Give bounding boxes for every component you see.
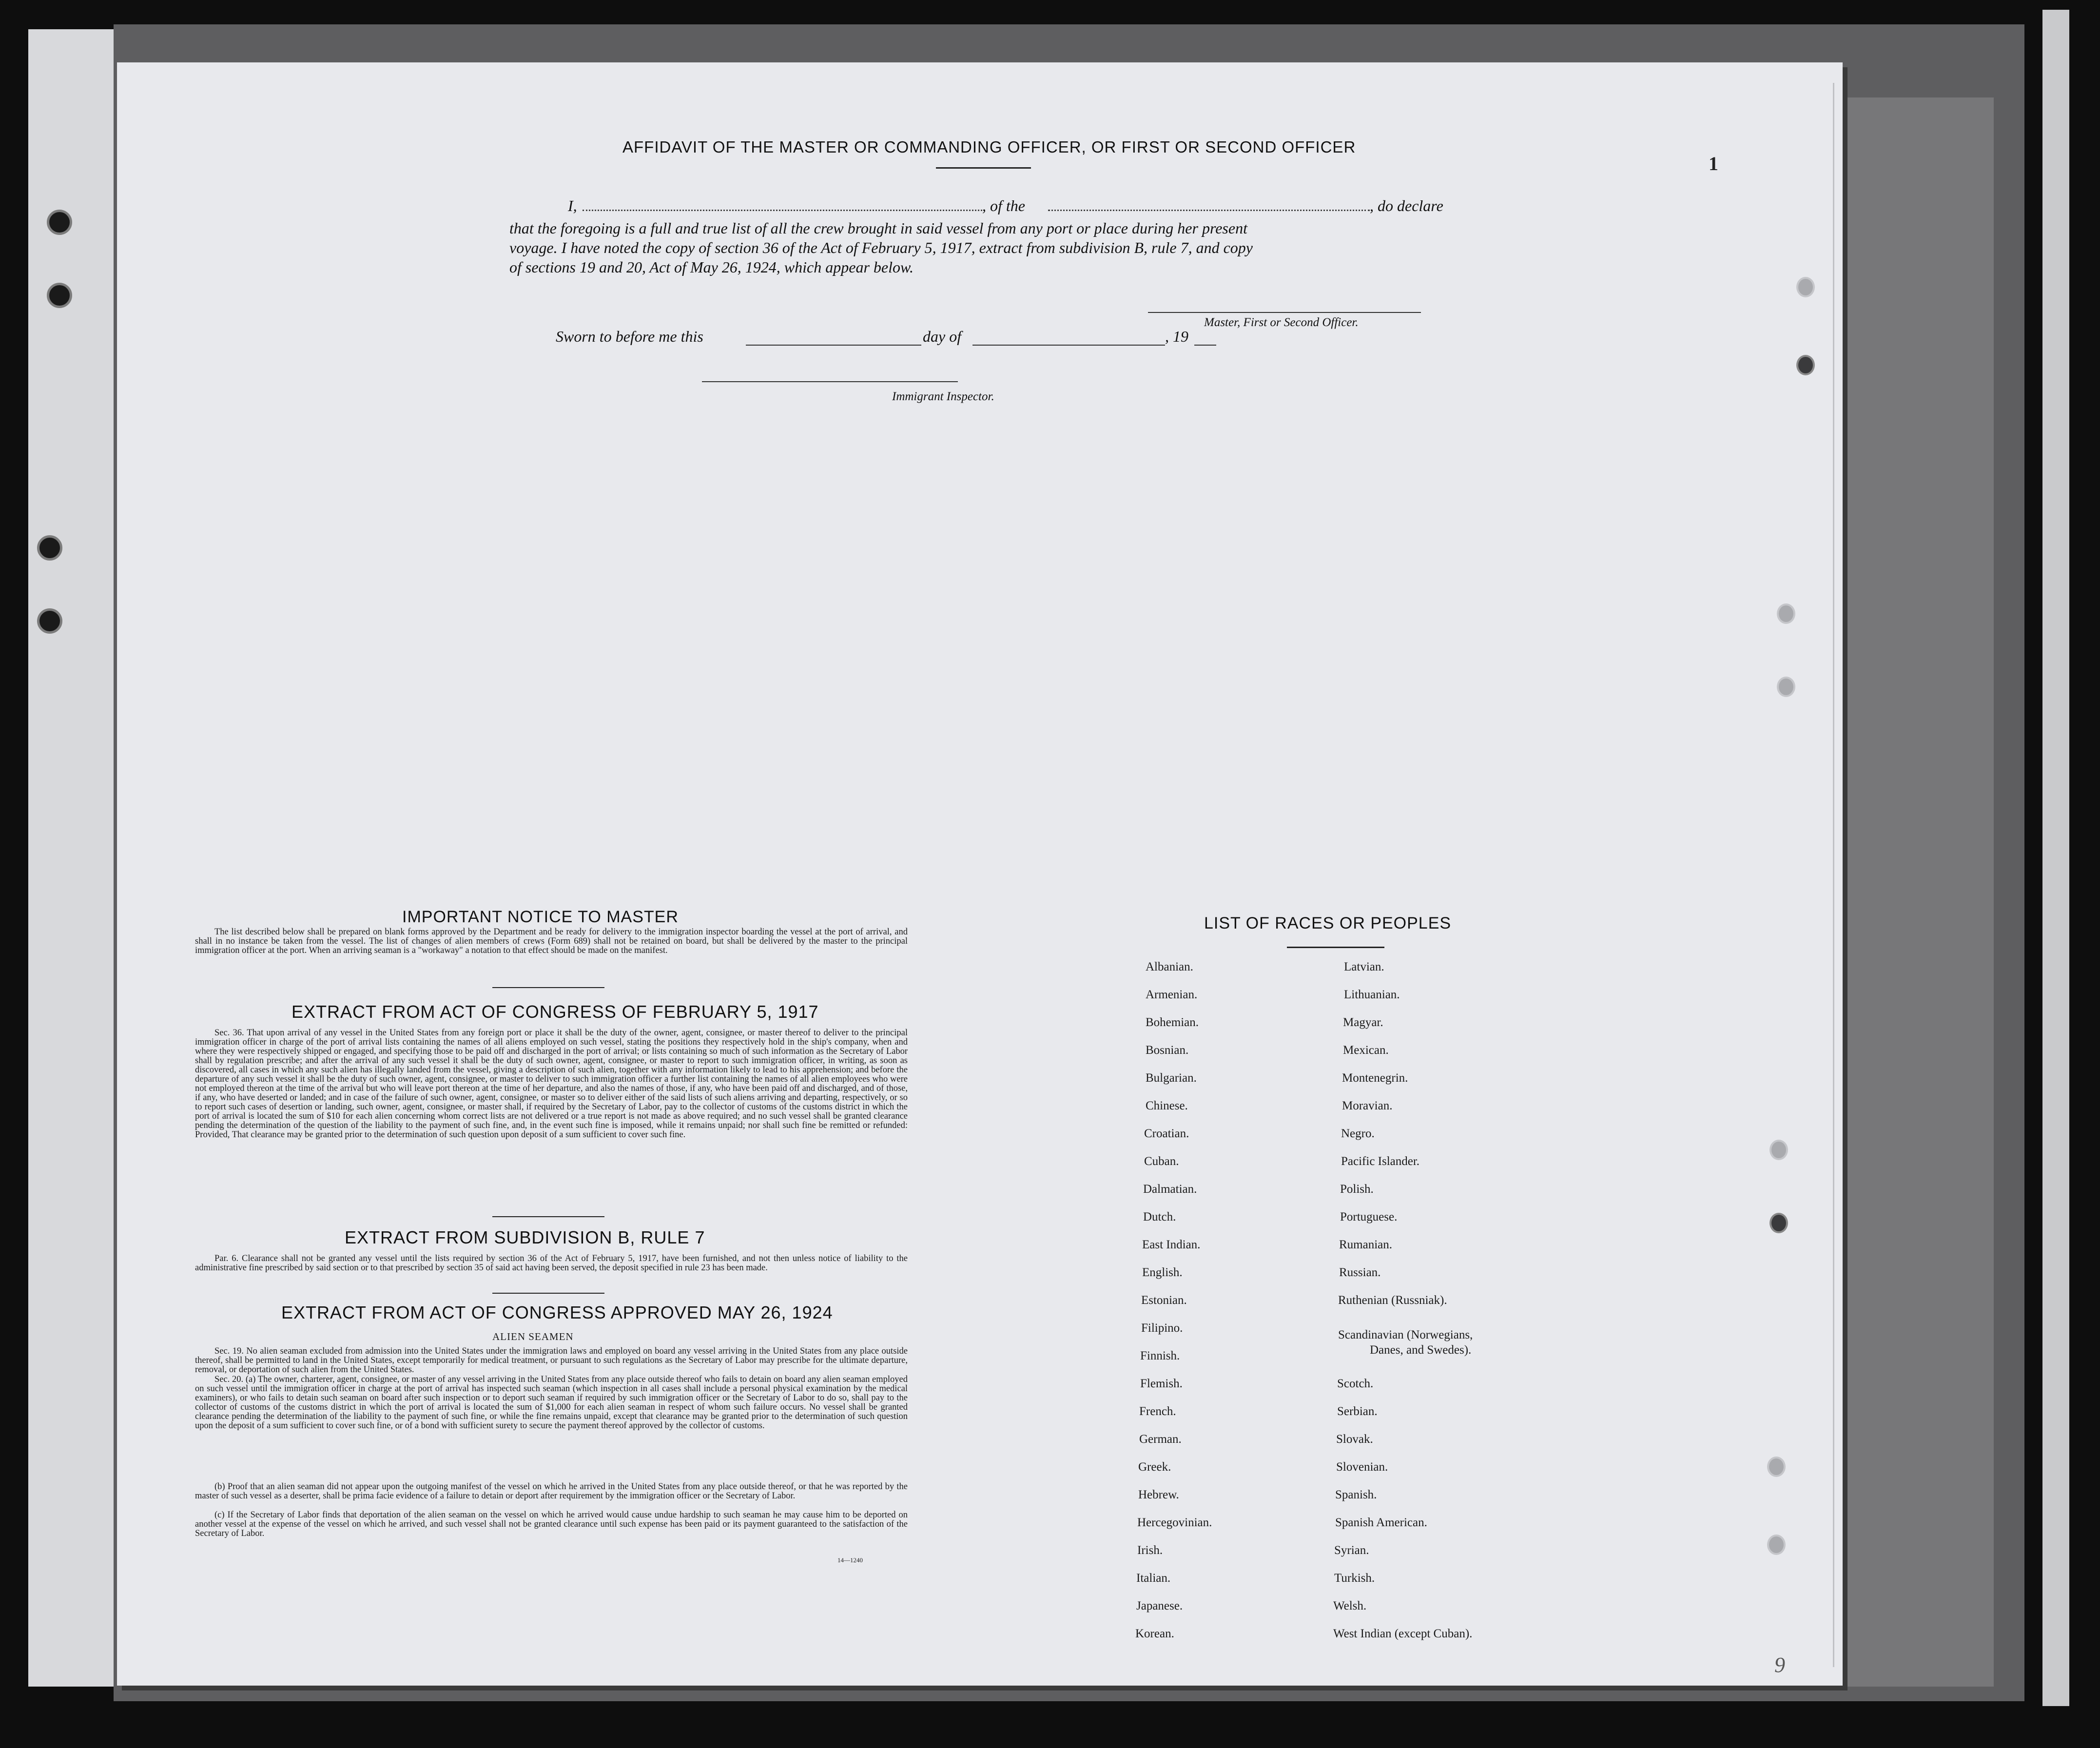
race-item: Slovak. <box>1336 1433 1373 1446</box>
sheet-edge <box>1833 83 1834 1667</box>
sec20c-body: (c) If the Secretary of Labor finds that deportation of the alien seaman on the vessel on which he arrived would cause undue hardship to such seaman he may cause him to be deported on another vessel at the expense of the vessel on which he arrived, and such vessel shall not be granted clearance until such expense has been paid or its payment guaranteed to the satisfaction of the Secretary of Labor. <box>195 1510 908 1538</box>
binder-strip <box>28 29 115 1687</box>
race-item: Pacific Islander. <box>1341 1155 1420 1168</box>
alien-seamen-subtitle: ALIEN SEAMEN <box>492 1331 574 1342</box>
sworn-day-of: day of <box>923 328 962 345</box>
race-item: German. <box>1139 1433 1182 1446</box>
punch-hole <box>37 608 62 634</box>
race-item: Mexican. <box>1343 1044 1389 1057</box>
race-item: Armenian. <box>1146 988 1198 1001</box>
race-item: Chinese. <box>1146 1099 1188 1112</box>
extract-1917-title: EXTRACT FROM ACT OF CONGRESS OF FEBRUARY 5, 1917 <box>292 1002 819 1022</box>
race-item: Korean. <box>1135 1627 1174 1640</box>
race-item: Greek. <box>1138 1460 1171 1474</box>
race-item: Flemish. <box>1140 1377 1183 1390</box>
form-number: 14—1240 <box>837 1556 863 1564</box>
sworn-year-blank <box>1194 345 1216 346</box>
binder-ring <box>1769 1213 1788 1233</box>
sec20a-body: Sec. 20. (a) The owner, charterer, agent, consignee, or master of any vessel arriving in the United States from any place outside thereof who fails to detain on board any alien seaman employed on such vessel until the immigration officer in charge at the port of arrival has inspected such seaman (which inspection in all cases shall include a personal physical examination by the medical examiners), or who fails to detain such seaman on board after such inspection or to deport such seaman if required by such immigration officer or the Secretary of Labor to do so, shall pay to the collector of customs of the customs district in which the port of arrival is located the sum of $1,000 for each alien seaman in respect of whom such failure occurs. No vessel shall be granted clearance pending the determination of the liability to the payment of such fine, or while the fine remains unpaid, except that clearance may be granted prior to the determination of such question upon the deposit of a sum sufficient to cover such fine, or of a bond with sufficient surety to secure the payment thereof approved by the collector of customs. <box>195 1375 908 1431</box>
punch-hole <box>37 535 62 561</box>
punch-hole <box>47 210 72 235</box>
affidavit-title: AFFIDAVIT OF THE MASTER OR COMMANDING OFFICER, OR FIRST OR SECOND OFFICER <box>622 138 1356 156</box>
underlying-page-edge <box>1833 97 1994 1687</box>
sworn-year-prefix: , 19 <box>1165 328 1188 345</box>
race-item: Hercegovinian. <box>1137 1516 1212 1529</box>
inspector-signature-line <box>702 381 958 382</box>
race-item: Dutch. <box>1143 1210 1176 1224</box>
race-item: Italian. <box>1136 1572 1171 1585</box>
race-item: Finnish. <box>1140 1349 1180 1362</box>
handwritten-mark: 9 <box>1774 1653 1785 1677</box>
affidavit-i: I, <box>568 197 577 214</box>
notice-title: IMPORTANT NOTICE TO MASTER <box>402 908 679 926</box>
binder-ring <box>1796 277 1815 297</box>
race-item: Turkish. <box>1334 1572 1375 1585</box>
page-number: 1 <box>1709 153 1718 175</box>
race-item: Magyar. <box>1343 1016 1383 1029</box>
race-item: Scandinavian (Norwegians, <box>1338 1328 1473 1341</box>
binder-ring <box>1769 1140 1788 1160</box>
races-title-rule <box>1287 947 1384 948</box>
affidavit-line-4: of sections 19 and 20, Act of May 26, 1924, which appear below. <box>509 258 914 276</box>
race-item: Cuban. <box>1144 1155 1179 1168</box>
races-title: LIST OF RACES OR PEOPLES <box>1204 914 1452 932</box>
rule7-body: Par. 6. Clearance shall not be granted any vessel until the lists required by section 36 of the Act of February 5, 1917, have been furnished, and not then unless notice of liability to the administrative fine prescribed by said section or to that prescribed by section 35 of said act having been served, the deposit specified in rule 23 has been made. <box>195 1254 908 1273</box>
race-item: Filipino. <box>1141 1321 1183 1335</box>
race-item: Latvian. <box>1344 960 1384 973</box>
race-item: Irish. <box>1137 1544 1163 1557</box>
race-item: Estonian. <box>1141 1294 1187 1307</box>
binder-ring <box>1796 355 1815 375</box>
sec19-body: Sec. 19. No alien seaman excluded from admission into the United States under the immigration laws and employed on board any vessel arriving in the United States from any place outside thereof, shall be permitted to land in the United States, except temporarily for medical treatment, or pursuant to such regulations as the Secretary of Labor may prescribe for the ultimate departure, removal, or deportation of such alien from the United States. <box>195 1346 908 1375</box>
race-item: Portuguese. <box>1340 1210 1398 1224</box>
race-item: Welsh. <box>1333 1599 1367 1612</box>
race-item: West Indian (except Cuban). <box>1333 1627 1473 1640</box>
section-rule <box>492 1216 604 1217</box>
race-item: Moravian. <box>1342 1099 1393 1112</box>
affidavit-of-the: , of the <box>982 197 1025 214</box>
master-signature-label: Master, First or Second Officer. <box>1204 316 1359 329</box>
race-item: Russian. <box>1339 1266 1381 1279</box>
race-item: Negro. <box>1341 1127 1375 1140</box>
binder-ring <box>1777 677 1795 697</box>
name-blank <box>583 210 982 211</box>
inspector-label: Immigrant Inspector. <box>892 390 994 403</box>
sworn-month-blank <box>972 345 1165 346</box>
affidavit-line-2: that the foregoing is a full and true list of all the crew brought in said vessel from any port or place during her present <box>509 219 1247 237</box>
race-item: Scotch. <box>1337 1377 1374 1390</box>
binder-ring <box>1777 603 1795 624</box>
race-item: Bulgarian. <box>1146 1071 1197 1085</box>
race-item: Polish. <box>1340 1183 1374 1196</box>
affidavit-line-3: voyage. I have noted the copy of section 36 of the Act of February 5, 1917, extract from subdivision B, rule 7, and copy <box>509 239 1253 256</box>
punch-hole <box>47 283 72 308</box>
race-item: East Indian. <box>1142 1238 1201 1251</box>
race-item: Japanese. <box>1136 1599 1183 1612</box>
race-item: French. <box>1139 1405 1176 1418</box>
rule7-title: EXTRACT FROM SUBDIVISION B, RULE 7 <box>345 1227 705 1247</box>
race-item: Albanian. <box>1146 960 1193 973</box>
notice-body: The list described below shall be prepared on blank forms approved by the Department and be ready for delivery to the immigration inspector boarding the vessel at the port of arrival, and shall in no instance be taken from the vessel. The list of changes of alien members of crews (Form 689) shall not be retained on board, but shall be delivered by the master to the principal immigration officer at the port. When an arriving seaman is a "workaway" a notation to that effect should be made on the manifest. <box>195 927 908 955</box>
affidavit-declare: , do declare <box>1370 197 1443 214</box>
sworn-prefix: Sworn to before me this <box>556 328 703 345</box>
race-item: Slovenian. <box>1336 1460 1388 1474</box>
section-rule <box>492 987 604 988</box>
race-item: Ruthenian (Russniak). <box>1338 1294 1447 1307</box>
race-item: Lithuanian. <box>1344 988 1400 1001</box>
race-item: Spanish. <box>1335 1488 1377 1501</box>
race-item: Bohemian. <box>1146 1016 1199 1029</box>
right-binding-strip <box>2042 10 2069 1706</box>
race-item: Dalmatian. <box>1143 1183 1197 1196</box>
binder-ring <box>1767 1534 1786 1555</box>
master-signature-line <box>1148 312 1421 313</box>
title-rule <box>936 167 1031 169</box>
race-item: Rumanian. <box>1339 1238 1393 1251</box>
race-item: Spanish American. <box>1335 1516 1427 1529</box>
race-item: Croatian. <box>1144 1127 1189 1140</box>
extract-1917-body: Sec. 36. That upon arrival of any vessel in the United States from any foreign port or place it shall be the duty of the owner, agent, consignee, or master thereof to deliver to the principal immigration officer in charge of the port of arrival lists containing the names of all aliens employed on such vessel, stating the positions they respectively hold in the ship's company, when and where they were respectively shipped or engaged, and specifying those to be paid off and discharged in the port of arrival; or lists containing so much of such information as the Secretary of Labor shall by regulation prescribe; and after the arrival of any such vessel it shall be the duty of such owner, agent, consignee, or master to report to such immigration officer, in writing, as soon as discovered, all cases in which any such alien has illegally landed from the vessel, giving a description of such alien, together with any information likely to lead to his apprehension; and before the departure of any such vessel it shall be the duty of such owner, agent, consignee, or master to deliver to such immigration officer a further list containing the names of all alien employees who were not employed thereon at the time of the arrival but who will leave port thereon at the time of her departure, and also the names of those, if any, who have been paid off and discharged, and of those, if any, who have deserted or landed; and in case of the failure of such owner, agent, consignee, or master so to deliver either of the said lists of such aliens arriving and departing, respectively, or so to report such cases of desertion or landing, such owner, agent, consignee, or master shall, if required by the Secretary of Labor, pay to the collector of customs of the customs district in which the port of arrival is located the sum of $10 for each alien concerning whom correct lists are not delivered or a true report is not made as above required; and no such vessel shall be granted clearance pending the determination of the question of the liability to the payment of such fine, and, in the event such fine is imposed, while it remains unpaid; nor shall such fine be remitted or refunded: Provided, That clearance may be granted prior to the determination of such question upon deposit of a sum sufficient to cover such fine. <box>195 1028 908 1140</box>
sec20b-body: (b) Proof that an alien seaman did not appear upon the outgoing manifest of the vessel on which he arrived in the United States from any place outside thereof, or that he was reported by the master of such vessel as a deserter, shall be prima facie evidence of a failure to detain or deport after requirement by the immigration officer or the Secretary of Labor. <box>195 1482 908 1501</box>
race-item: Serbian. <box>1337 1405 1378 1418</box>
race-item: Danes, and Swedes). <box>1370 1343 1472 1357</box>
sworn-day-blank <box>746 345 921 346</box>
extract-1924-title: EXTRACT FROM ACT OF CONGRESS APPROVED MAY 26, 1924 <box>281 1302 833 1322</box>
race-item: Hebrew. <box>1138 1488 1179 1501</box>
race-item: English. <box>1142 1266 1183 1279</box>
vessel-blank <box>1048 210 1370 211</box>
section-rule <box>492 1293 604 1294</box>
binder-ring <box>1767 1457 1786 1477</box>
race-item: Syrian. <box>1334 1544 1369 1557</box>
race-item: Bosnian. <box>1146 1044 1189 1057</box>
race-item: Montenegrin. <box>1342 1071 1408 1085</box>
affidavit-sheet <box>117 62 1843 1686</box>
